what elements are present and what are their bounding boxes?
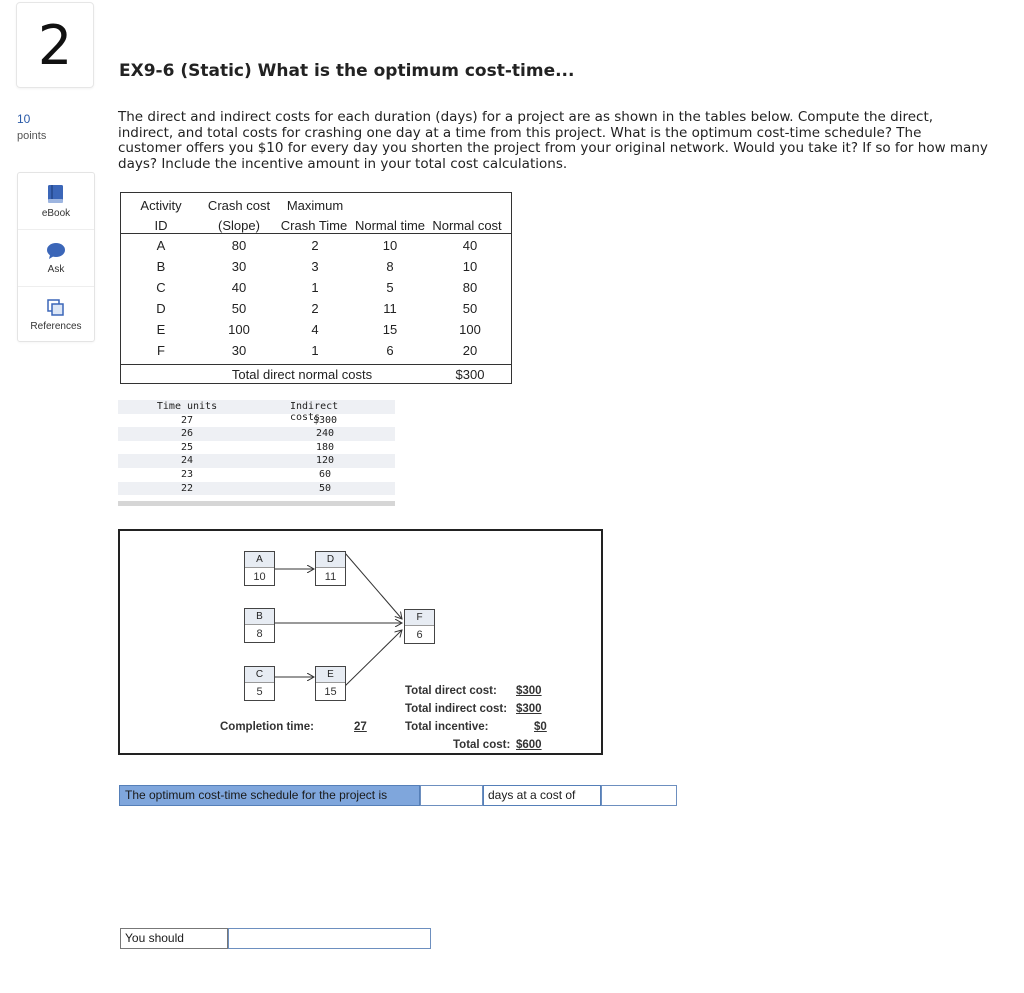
header-slope: (Slope) [218, 218, 260, 233]
table-row [118, 468, 395, 482]
table-row [118, 454, 395, 468]
node-name: F [405, 610, 434, 626]
side-toolbar [17, 172, 95, 342]
table-row [118, 427, 395, 441]
cell-slope: 50 [231, 301, 247, 316]
cell-activity: C [156, 280, 166, 295]
header-id: ID [154, 218, 168, 233]
ask-label: Ask [47, 263, 65, 275]
total-direct-value: $300 [455, 367, 485, 382]
node-name: D [316, 552, 345, 568]
cell-crash-time: 3 [311, 259, 319, 274]
total-cost-label: Total cost: [453, 739, 511, 751]
cell-cost: $300 [312, 414, 338, 426]
node-name: E [316, 667, 345, 683]
table-bottom-bar [118, 501, 395, 506]
completion-time-label: Completion time: [220, 721, 314, 733]
cell-normal-time: 11 [383, 301, 397, 316]
points-value: 10 [17, 112, 31, 126]
points-label: points [17, 130, 47, 142]
total-indirect-cost-value: $300 [516, 703, 542, 715]
node-duration: 5 [256, 686, 263, 698]
node-name: B [245, 609, 274, 625]
header-rule [121, 233, 511, 234]
arrow-e-f [345, 630, 402, 686]
cell-normal-cost: 10 [462, 259, 478, 274]
node-duration: 11 [324, 571, 337, 583]
cell-crash-time: 2 [311, 238, 319, 253]
cell-time: 26 [180, 428, 194, 440]
days-at-cost-label: days at a cost of [483, 785, 601, 806]
cell-cost: 240 [315, 428, 335, 440]
cell-time: 25 [180, 441, 194, 453]
cell-slope: 30 [231, 343, 247, 358]
question-text: The direct and indirect costs for each duration (days) for a project are as shown in the tables below. Compute the direct, indirect, and total costs for crashing one day at a time from this project. What is the optimum cost-time schedule? The customer offers you $10 for every day you shorten the project from your original network. Would you take it? If so for how many days? Include the incentive amount in your total cost calculations. [118, 109, 988, 172]
cell-cost: 50 [318, 482, 332, 494]
cell-slope: 30 [231, 259, 247, 274]
cell-normal-cost: 50 [462, 301, 478, 316]
table-row [118, 414, 395, 428]
cell-slope: 100 [228, 322, 250, 337]
node-e [315, 666, 346, 701]
cell-activity: B [156, 259, 166, 274]
cell-crash-time: 4 [311, 322, 319, 337]
indirect-cost-table [118, 400, 395, 506]
header-activity: Activity [140, 198, 182, 213]
cell-time: 24 [180, 455, 194, 467]
cell-cost: 180 [315, 441, 335, 453]
question-title: EX9-6 (Static) What is the optimum cost-time... [119, 61, 575, 81]
cell-activity: F [157, 343, 165, 358]
node-duration: 8 [256, 628, 263, 640]
cell-normal-time: 5 [386, 280, 394, 295]
node-b [244, 608, 275, 643]
header-time-units: Time units [156, 401, 218, 412]
table-row [118, 482, 395, 496]
cell-time: 27 [180, 414, 194, 426]
chat-bubble-icon [46, 242, 66, 260]
header-normal-time: Normal time [354, 218, 426, 233]
header-indirect-costs: Indirect costs [290, 401, 339, 423]
total-indirect-cost-label: Total indirect cost: [405, 703, 508, 715]
total-rule [121, 364, 511, 365]
network-diagram [118, 529, 603, 755]
node-d [315, 551, 346, 586]
optimum-cost-input[interactable] [601, 785, 677, 806]
arrow-d-f [345, 553, 402, 619]
cell-slope: 40 [231, 280, 247, 295]
node-duration: 6 [416, 629, 423, 641]
node-f [404, 609, 435, 644]
cell-crash-time: 2 [311, 301, 319, 316]
references-button[interactable] [18, 286, 94, 343]
node-name: C [245, 667, 274, 683]
cell-normal-time: 8 [386, 259, 394, 274]
total-direct-label: Total direct normal costs [231, 367, 373, 382]
total-cost-value: $600 [516, 739, 542, 751]
total-direct-cost-value: $300 [516, 685, 542, 697]
network-arrows [120, 531, 601, 753]
header-maximum: Maximum [286, 198, 344, 213]
node-name: A [245, 552, 274, 568]
ask-button[interactable] [18, 229, 94, 286]
references-label: References [30, 320, 82, 332]
total-direct-cost-label: Total direct cost: [405, 685, 497, 697]
cell-cost: 60 [318, 469, 332, 480]
table-row [118, 441, 395, 455]
cell-cost: 120 [315, 455, 335, 467]
question-number: 2 [16, 2, 94, 88]
total-incentive-label: Total incentive: [405, 721, 489, 733]
ebook-button[interactable] [18, 173, 94, 229]
cell-crash-time: 1 [311, 280, 319, 295]
node-a [244, 551, 275, 586]
cell-normal-time: 10 [382, 238, 398, 253]
optimum-days-input[interactable] [420, 785, 483, 806]
cell-activity: E [156, 322, 166, 337]
cell-normal-time: 6 [386, 343, 394, 358]
optimum-schedule-label: The optimum cost-time schedule for the project is [119, 785, 420, 806]
node-duration: 10 [253, 571, 266, 583]
cell-normal-time: 15 [382, 322, 398, 337]
header-crash-time: Crash Time [280, 218, 348, 233]
header-normal-cost: Normal cost [432, 218, 502, 233]
cell-slope: 80 [231, 238, 247, 253]
cell-time: 22 [180, 482, 194, 494]
node-c [244, 666, 275, 701]
cell-normal-cost: 20 [462, 343, 478, 358]
you-should-label: You should [120, 928, 228, 949]
cell-activity: A [156, 238, 166, 253]
cell-crash-time: 1 [311, 343, 319, 358]
ebook-label: eBook [41, 207, 71, 219]
cell-normal-cost: 80 [462, 280, 478, 295]
book-icon [47, 184, 65, 204]
cell-time: 23 [180, 469, 194, 480]
header-crash-cost: Crash cost [207, 198, 271, 213]
node-duration: 15 [324, 686, 337, 698]
total-incentive-value: $0 [534, 721, 547, 733]
you-should-input[interactable] [228, 928, 431, 949]
cell-normal-cost: 100 [459, 322, 481, 337]
completion-time-value: 27 [354, 721, 367, 733]
copy-pages-icon [47, 299, 65, 317]
activity-table [120, 192, 512, 384]
cell-activity: D [156, 301, 166, 316]
cell-normal-cost: 40 [462, 238, 478, 253]
